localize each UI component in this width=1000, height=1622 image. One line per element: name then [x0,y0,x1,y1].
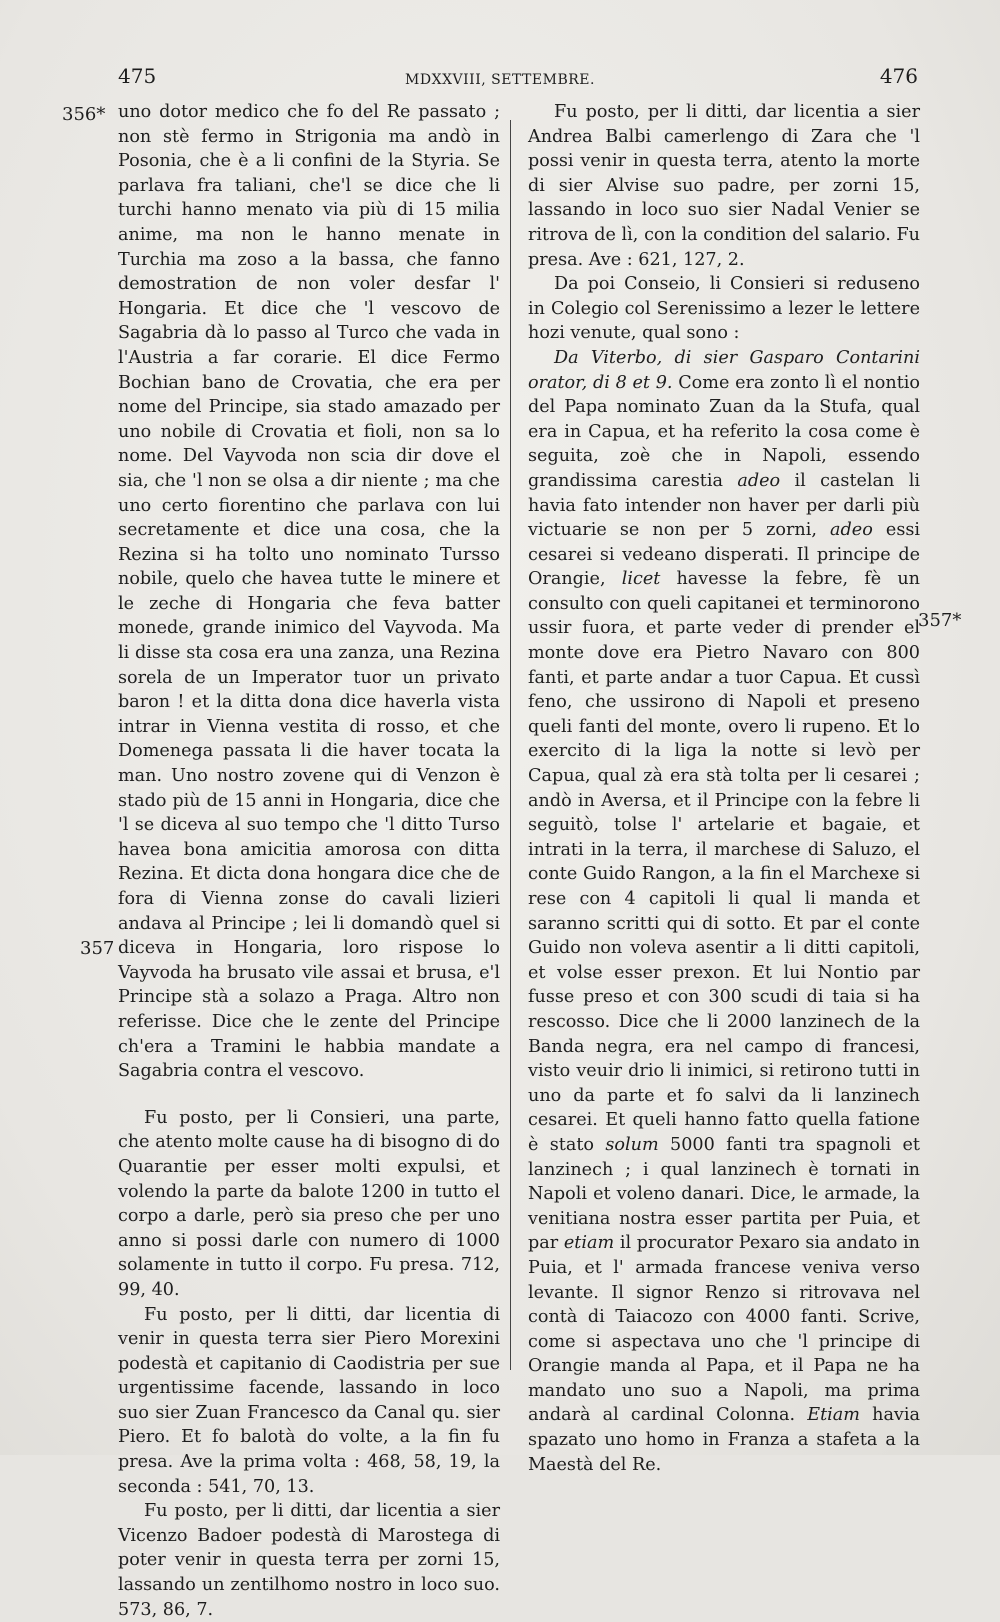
letter-heading: Da Viterbo, di sier Gasparo Contarini orator, di 8 et 9. [528,347,920,393]
text-run: essi cesarei si vedeano disperati. Il principe de Orangie, [528,520,921,590]
left-column [118,100,500,1622]
right-paragraph-1: Fu posto, per li ditti, dar licentia a sier Andrea Balbi camerlengo di Zara che 'l possi venir in questa terra, atento la morte di sier Alvise suo padre, per zorni 15, lassando in loco suo sier Nadal Venier se ritrova de lì, con la condition del salario. Fu presa. Ave : 621, 127, 2. [528,102,920,270]
margin-marker-356: 356* [62,104,106,125]
text-run: havesse la febre, fè un consulto con queli capitanei et terminorono ussir fuora, et parte veder di prender el monte dove era Pietro Navaro con 800 fanti, et parte andar a tuor Capua. Et cussì feno, che ussirono di Napoli et preseno queli fanti del monte, overo li rupeno. Et lo exercito di la liga la notte si levò per Capua, qual zà era stà tolta per li cesarei ; andò in Aversa, et il Principe con la febre li seguitò, tolse l' artelarie et bagaie, et intrati in la terra, il marchese di Saluzo, el conte Guido Rangon, a la fin el Marchexe si rese con 4 capitoli li qual li manda et saranno scritti qui di sotto. Et par el conte Guido non voleva asentir a li ditti capitoli, et volse esser prexon. Et lui Nontio par fusse preso et con 300 scudi di taia si ha rescosso. Dice che li 2000 lanzinech de la Banda negra, era nel campo di francesi, visto veuir drio li inimici, si retirono tutti in uno da parte et fo salvi da li lanzinech cesarei. Et queli hanno fatto quella fatione è stato [528,569,921,1155]
left-page-number: 475 [118,64,157,88]
italic-word: adeo [830,520,873,541]
italic-word: etiam [563,1233,615,1254]
text-run: havia spazato uno homo in Franza a stafeta a la Maestà del Re. [528,1405,920,1475]
text-run: il castelan li havia fato intender non haver per darli più victuarie se non per 5 zorni, [528,470,920,541]
left-paragraph-1: uno dotor medico che fo del Re passato ; non stè fermo in Strigonia ma andò in Posonia, che è a li confini de la Styria. Se parlava fra taliani, che'l se dice che li turchi hanno menato via più di 15 milia anime, ma non le hanno menate in Turchia ma zoso a la bassa, che fanno demostration de non voler desfar l' Hongaria. Et dice che 'l vescovo de Sagabria dà lo passo al Turco che vada in l'Austria a far corarie. El dice Fermo Bochian bano de Crovatia, che era per nome del Principe, sia stado amazado per uno nobile di Crovatia et fioli, non sa lo nome. Del Vayvoda non scia dir dove el sia, che 'l non se olsa a dir niente ; ma che uno certo fiorentino che parlava con lui secretamente et dice una cosa, che la Rezina si ha tolto uno nominato Tursso nobile, quelo che havea tutte le minere et le zeche di Hongaria che feva batter monede, grande inimico del Vayvoda. Ma li disse sta cosa era una zanza, una Rezina sorela de un Imperator tuor un privato baron ! et la ditta dona dice haverla vista intrar in Vienna vestita di rosso, et che Domenega passata li die haver tocata la man. Uno nostro zovene qui di Venzon è stado più de 15 anni in Hongaria, dice che 'l se diceva al suo tempo che 'l ditto Turso havea bona amicitia amorosa con ditta Rezina. Et dicta dona hongara dice che de fora di Vienna zonse do cavali lizieri andava al Principe ; lei li domandò quel si diceva in Hongaria, loro rispose lo Vayvoda ha brusato vile assai et brusa, e'l Principe stà a solazo a Praga. Altro non referisse. Dice che le zente del Principe ch'era a Tramini le habbia mandate a Sagabria contra el vescovo. [118,102,500,1082]
running-title: MDXXVIII, SETTEMBRE. [405,72,595,88]
italic-word: licet [621,569,661,590]
right-paragraph-2: Da poi Conseio, li Consieri si reduseno in Colegio col Serenissimo a lezer le lettere hozi venute, qual sono : [528,274,920,344]
left-paragraph-4: Fu posto, per li ditti, dar licentia a sier Vicenzo Badoer podestà di Marostega di poter venir in questa terra per zorni 15, lassando un zentilhomo nostro in loco suo. 573, 86, 7. [118,1501,500,1620]
right-column [528,100,920,1477]
italic-word: Etiam [807,1405,860,1426]
margin-marker-357: 357 [80,938,115,959]
text-run: 5000 fanti tra spagnoli et lanzinech ; i qual lanzinech è tornati in Napoli et voleno danari. Dice, le armade, la venitiana nostra esser partita per Puia, et par [528,1134,920,1254]
margin-marker-357-star: 357* [918,610,962,631]
column-divider [510,120,511,1370]
left-paragraph-2: Fu posto, per li Consieri, una parte, che atento molte cause ha di bisogno di do Quarantie per esser molti expulsi, et volendo la parte da balote 1200 in tutto el corpo a darle, però sia preso che per uno anno si possi darle con numero di 1000 solamente in tutto il corpo. Fu presa. 712, 99, 40. [118,1107,500,1300]
left-paragraph-3: Fu posto, per li ditti, dar licentia di venir in questa terra sier Piero Morexini podestà et capitanio di Caodistria per sue urgentissime facende, lassando in loco suo sier Zuan Francesco da Canal qu. sier Piero. Et fo balotà do volte, a la fin fu presa. Ave la prima volta : 468, 58, 19, la seconda : 541, 70, 13. [118,1304,500,1497]
right-page-number: 476 [879,64,918,88]
text-run: il procurator Pexaro sia andato in Puia, et l' armada francese veniva verso levante. Il signor Renzo si ritrovava nel contà di Taiacozo con 4000 fanti. Scrive, come si aspectava uno che 'l principe di Orangie manda al Papa, et il Papa ne ha mandato uno suo a Napoli, ma prima andarà al cardinal Colonna. [528,1233,921,1426]
italic-word: solum [605,1134,659,1155]
italic-word: adeo [737,470,781,491]
text-run: Come era zonto lì el nontio del Papa nominato Zuan da la Stufa, qual era in Capua, et ha referito la cosa come è seguita, zoè che in Napoli, essendo grandissima carestia [528,372,920,491]
right-paragraph-3 [528,346,920,1477]
